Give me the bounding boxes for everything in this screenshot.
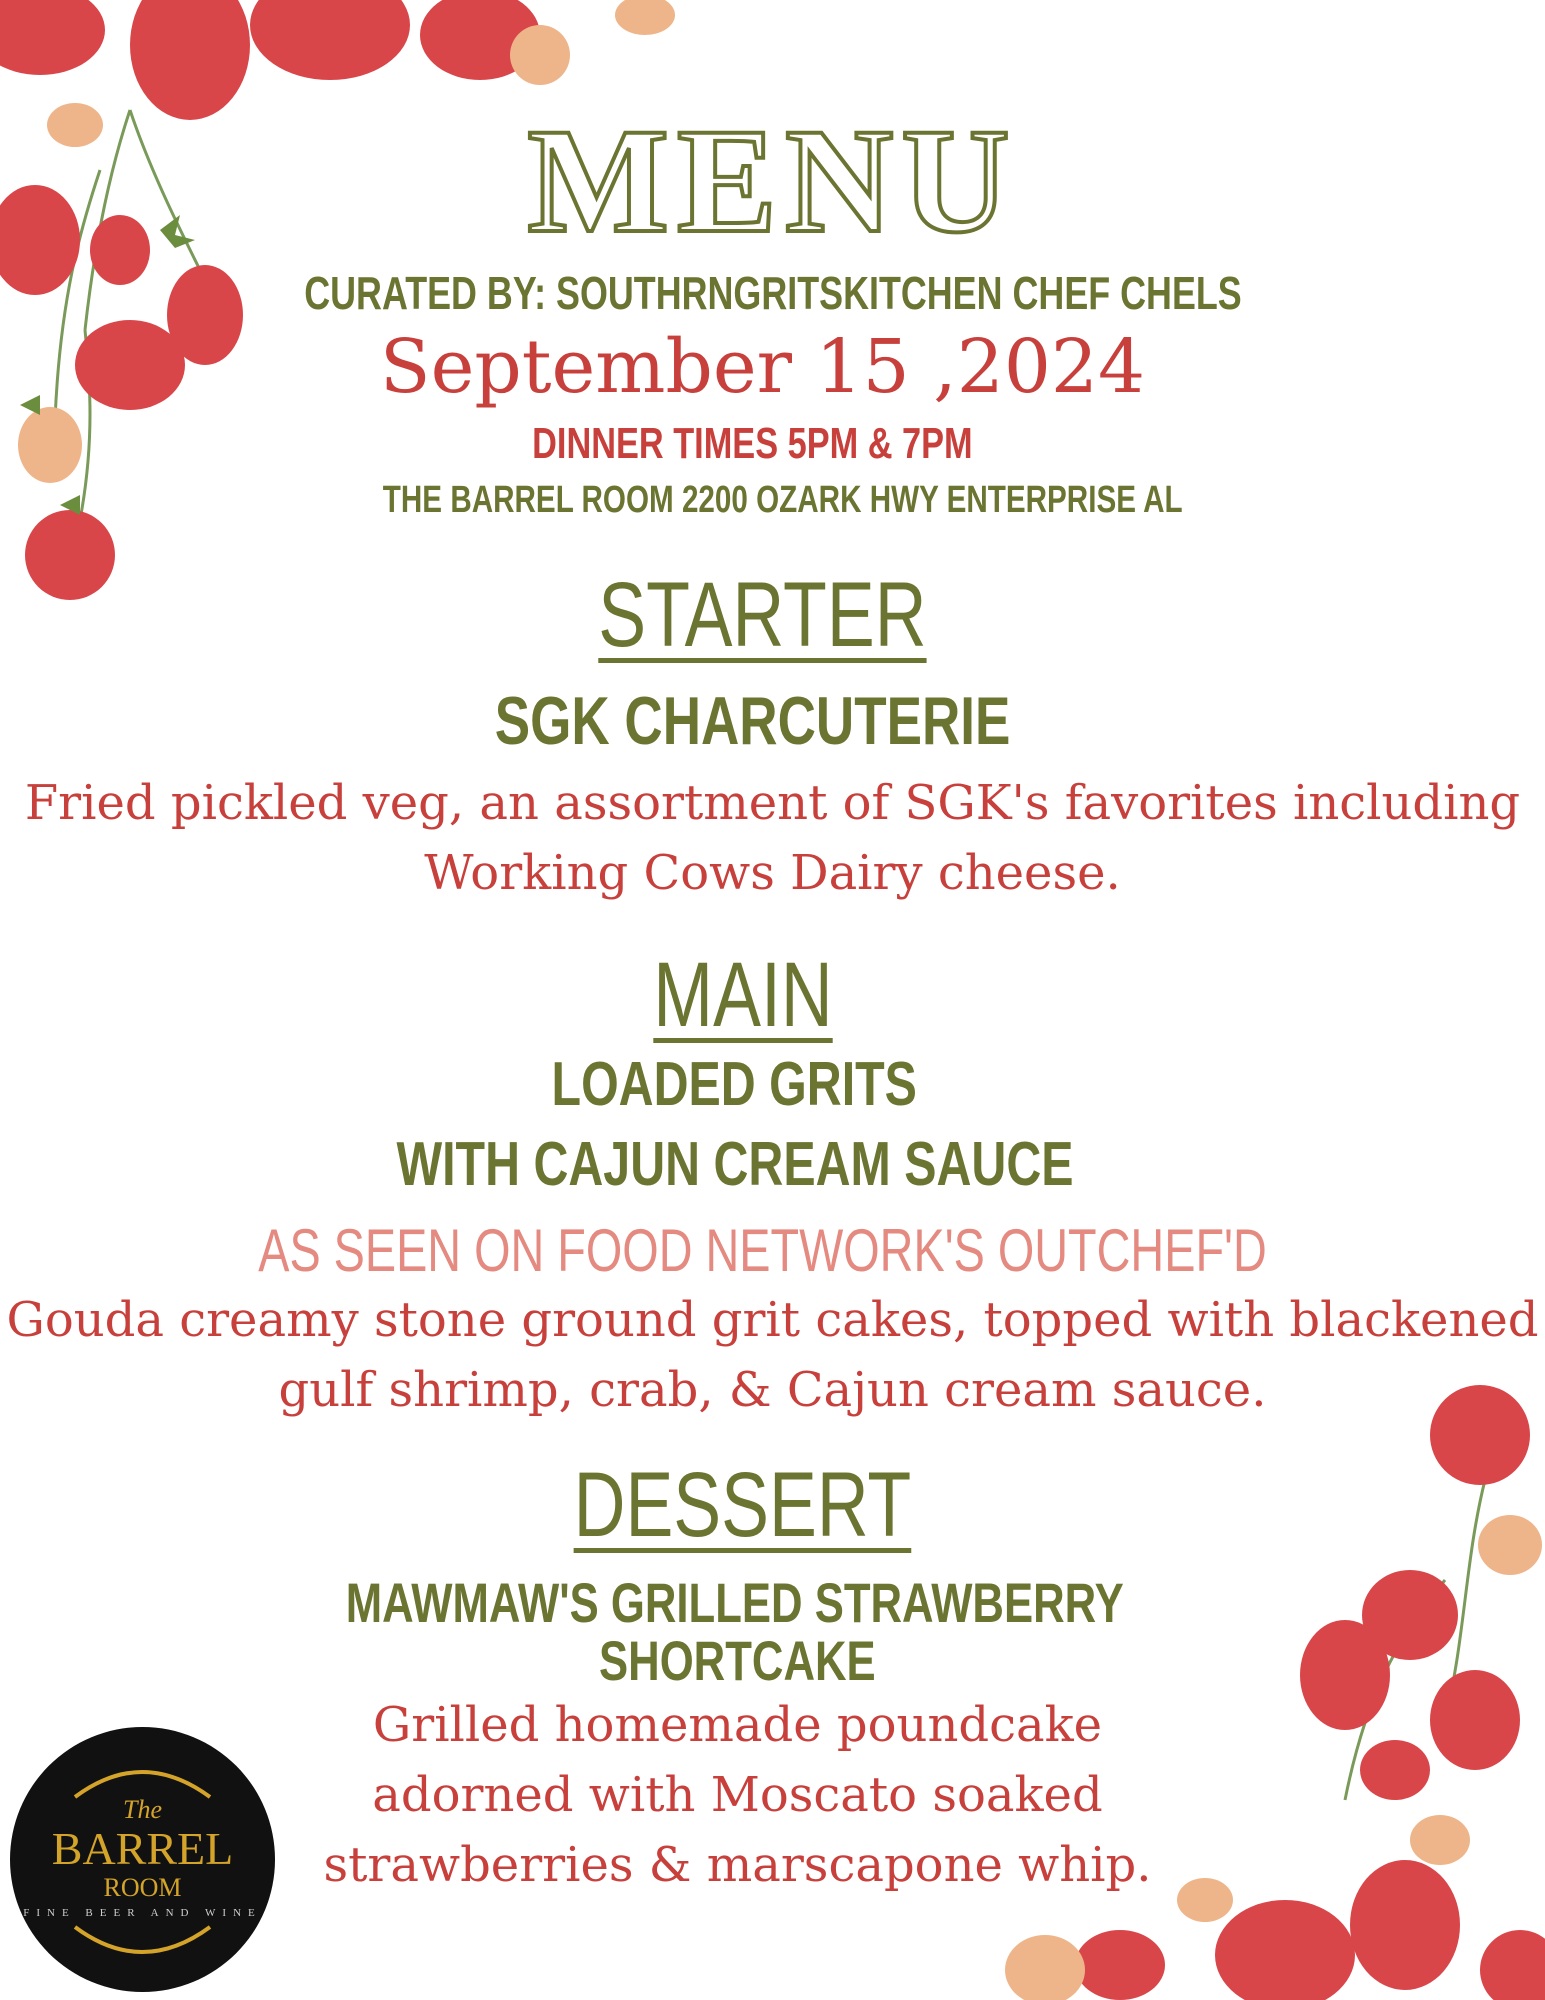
main-desc-line-2: gulf shrimp, crab, & Cajun cream sauce. (278, 1362, 1267, 1418)
main-desc-line-1: Gouda creamy stone ground grit cakes, topped with blackened (6, 1292, 1539, 1348)
location-text: THE BARREL ROOM 2200 OZARK HWY ENTERPRISE AL (382, 479, 1183, 521)
starter-desc-line-1: Fried pickled veg, an assortment of SGK's favorites including (24, 775, 1521, 831)
dessert-desc-line-2: adorned with Moscato soaked (372, 1767, 1103, 1823)
logo-name: BARREL (51, 1823, 234, 1874)
main-dish-line-1: LOADED GRITS (551, 1050, 918, 1119)
dessert-desc-line-1: Grilled homemade poundcake (372, 1697, 1103, 1753)
logo-room: ROOM (103, 1873, 182, 1902)
main-dish-line-1-wrap (0, 1052, 1507, 1118)
logo-tagline: FINE BEER AND WINE (23, 1907, 262, 1919)
location-wrap (10, 478, 1545, 522)
menu-title: MENU (527, 98, 1018, 264)
dessert-heading-wrap (0, 1455, 1515, 1555)
curated-by-text: CURATED BY: SOUTHRNGRITSKITCHEN CHEF CHELS (303, 267, 1242, 319)
dessert-dish-line-1: MAWMAW'S GRILLED STRAWBERRY (345, 1571, 1124, 1634)
main-heading: MAIN (652, 944, 833, 1046)
starter-heading: STARTER (598, 564, 927, 666)
starter-dish-wrap (0, 683, 1525, 759)
main-dish-line-2: WITH CAJUN CREAM SAUCE (395, 1130, 1074, 1199)
dinner-times-text: DINNER TIMES 5PM & 7PM (532, 419, 973, 468)
event-date: September 15 ,2024 (379, 324, 1146, 410)
menu-title-wrap (0, 95, 1545, 265)
starter-dish: SGK CHARCUTERIE (494, 683, 1011, 759)
main-note-wrap (0, 1218, 1535, 1284)
dessert-dish-line-1-wrap (0, 1571, 1507, 1634)
main-heading-wrap (0, 945, 1515, 1045)
starter-desc-line-2: Working Cows Dairy cheese. (424, 845, 1121, 901)
dessert-desc-line-3: strawberries & marscapone whip. (323, 1837, 1152, 1893)
dessert-dish-line-2: SHORTCAKE (599, 1629, 876, 1692)
dessert-dish-line-2-wrap (0, 1629, 1510, 1692)
starter-heading-wrap (0, 565, 1535, 665)
logo-the: The (123, 1795, 162, 1824)
starter-description (0, 768, 1545, 908)
dinner-times-wrap (0, 420, 1525, 468)
barrel-room-logo (10, 1727, 275, 1992)
dessert-heading: DESSERT (573, 1454, 912, 1556)
curated-by-wrap (0, 268, 1545, 318)
main-note: AS SEEN ON FOOD NETWORK'S OUTCHEF'D (258, 1217, 1267, 1284)
main-dish-line-2-wrap (0, 1132, 1507, 1198)
main-description (0, 1285, 1545, 1425)
